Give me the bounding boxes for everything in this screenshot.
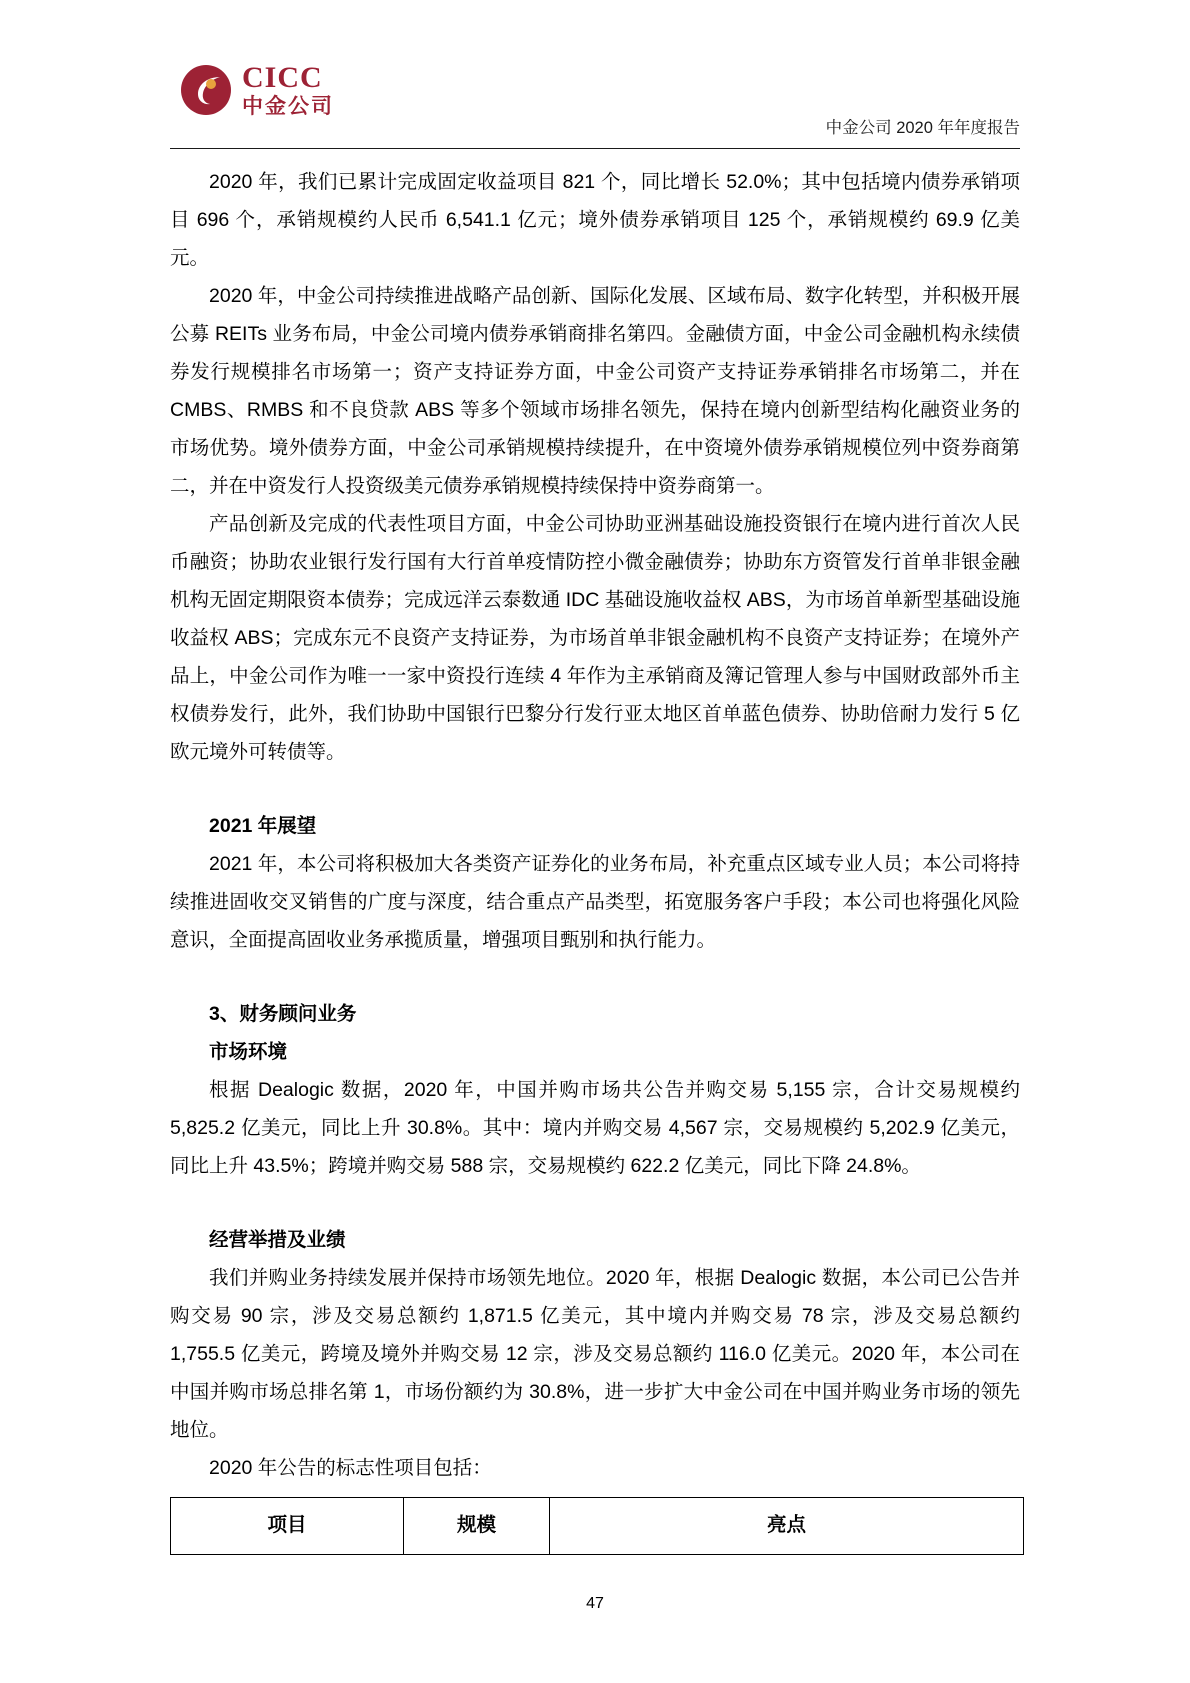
- paragraph-ma-performance: 我们并购业务持续发展并保持市场领先地位。2020 年，根据 Dealogic 数据，本公司已公告并购交易 90 宗，涉及交易总额约 1,871.5 亿美元，其中境内并购交易 78 宗，涉及交易总额约 1,755.5 亿美元，跨境及境外并购交易 12 宗，涉及交易总额约 116.0 亿美元。2020 年，本公司在中国并购市场总排名第 1，市场份额约为 30.8%，进一步扩大中金公司在中国并购业务市场的领先地位。: [170, 1267, 1020, 1441]
- table-header-scale: 规模: [404, 1498, 550, 1555]
- document-body: [170, 163, 1020, 1555]
- page-header: [170, 62, 1020, 142]
- paragraph-strategy-2020: 2020 年，中金公司持续推进战略产品创新、国际化发展、区域布局、数字化转型，并积极开展公募 REITs 业务布局，中金公司境内债券承销商排名第四。金融债方面，中金公司金融机构永续债券发行规模排名市场第一；资产支持证券方面，中金公司资产支持证券承销排名市场第二，并在 CMBS、RMBS 和不良贷款 ABS 等多个领域市场排名领先，保持在境内创新型结构化融资业务的市场优势。境外债券方面，中金公司承销规模持续提升，在中资境外债券承销规模位列中资券商第二，并在中资发行人投资级美元债券承销规模持续保持中资券商第一。: [170, 285, 1020, 497]
- header-divider: [170, 148, 1020, 149]
- paragraph-2021-outlook: 2021 年，本公司将积极加大各类资产证券化的业务布局，补充重点区域专业人员；本公司将持续推进固收交叉销售的广度与深度，结合重点产品类型，拓宽服务客户手段；本公司也将强化风险意识，全面提高固收业务承揽质量，增强项目甄别和执行能力。: [170, 853, 1020, 951]
- cicc-logo: [180, 62, 334, 118]
- paragraph-ma-market-data: 根据 Dealogic 数据，2020 年，中国并购市场共公告并购交易 5,155 宗，合计交易规模约 5,825.2 亿美元，同比上升 30.8%。其中：境内并购交易 4,567 宗，交易规模约 5,202.9 亿美元，同比上升 43.5%；跨境并购交易 588 宗，交易规模约 622.2 亿美元，同比下降 24.8%。: [170, 1079, 1020, 1177]
- header-title: 中金公司 2020 年年度报告: [825, 119, 1020, 137]
- logo-cn-text: 中金公司: [242, 94, 334, 118]
- table-header-row: [171, 1498, 1024, 1555]
- cicc-logo-text: [242, 62, 334, 118]
- heading-section-3: 3、财务顾问业务: [209, 1003, 357, 1025]
- logo-en-text: CICC: [242, 61, 323, 94]
- heading-measures-performance: 经营举措及业绩: [209, 1229, 346, 1251]
- table-header-item: 项目: [171, 1498, 404, 1555]
- paragraph-product-innovation: 产品创新及完成的代表性项目方面，中金公司协助亚洲基础设施投资银行在境内进行首次人民币融资；协助农业银行发行国有大行首单疫情防控小微金融债券；协助东方资管发行首单非银金融机构无固定期限资本债券；完成远洋云泰数通 IDC 基础设施收益权 ABS，为市场首单新型基础设施收益权 ABS；完成东元不良资产支持证券，为市场首单非银金融机构不良资产支持证券；在境外产品上，中金公司作为唯一一家中资投行连续 4 年作为主承销商及簿记管理人参与中国财政部外币主权债券发行，此外，我们协助中国银行巴黎分行发行亚太地区首单蓝色债券、协助倍耐力发行 5 亿欧元境外可转债等。: [170, 513, 1020, 763]
- landmark-projects-table: [170, 1497, 1024, 1555]
- page-footer: [0, 1595, 1190, 1613]
- page-number: 47: [586, 1595, 604, 1612]
- table-header-highlight: 亮点: [550, 1498, 1024, 1555]
- paragraph-landmark-projects-intro: 2020 年公告的标志性项目包括：: [209, 1457, 492, 1479]
- heading-2021-outlook: 2021 年展望: [209, 815, 317, 837]
- paragraph-fixed-income-stats: 2020 年，我们已累计完成固定收益项目 821 个，同比增长 52.0%；其中包括境内债券承销项目 696 个，承销规模约人民币 6,541.1 亿元；境外债券承销项目 125 个，承销规模约 69.9 亿美元。: [170, 171, 1020, 269]
- cicc-logo-icon: [180, 64, 232, 116]
- heading-market-environment: 市场环境: [209, 1041, 288, 1063]
